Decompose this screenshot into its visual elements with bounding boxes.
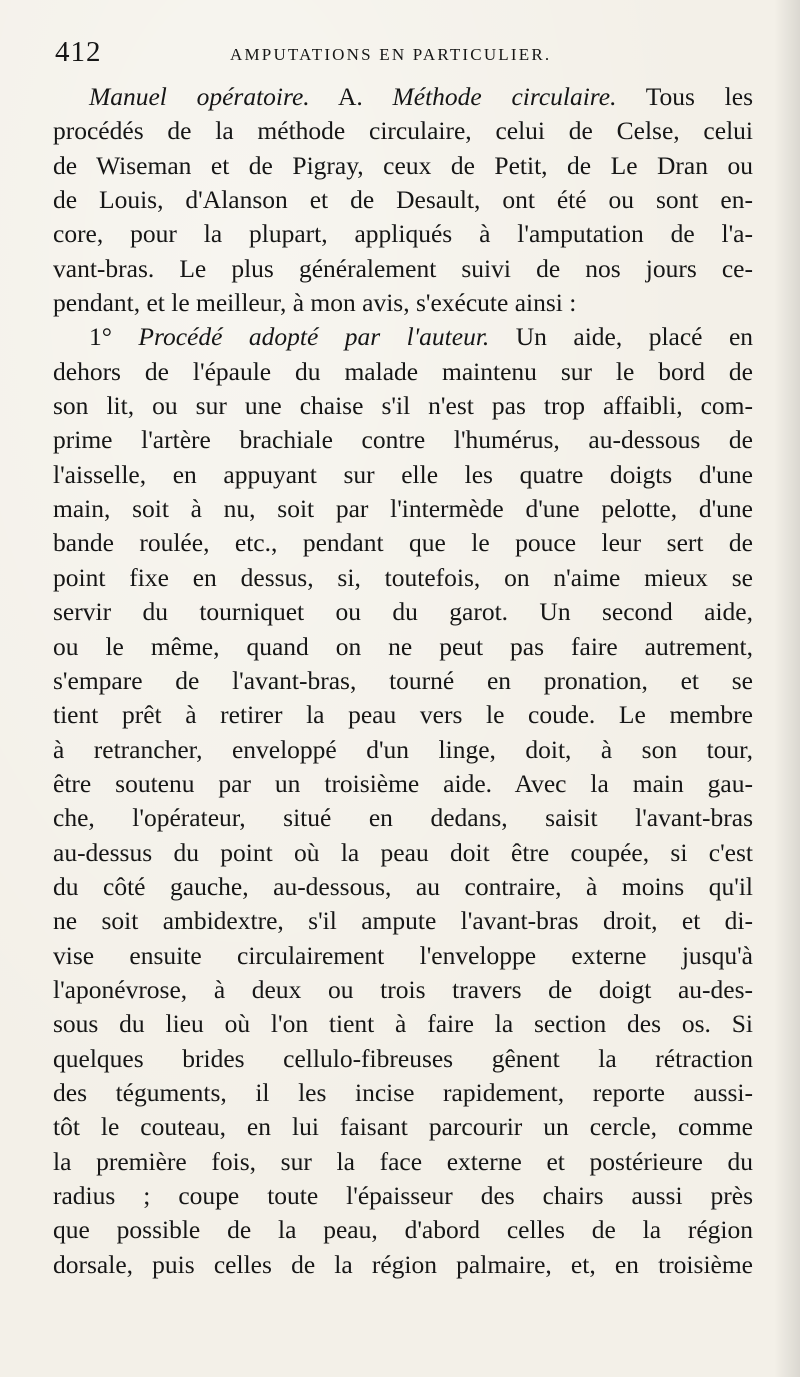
text-line: que possible de la peau, d'abord celles de la région [53, 1215, 753, 1245]
text-line: prime l'artère brachiale contre l'humérus, au-dessous de [53, 425, 753, 455]
page-number: 412 [55, 36, 102, 68]
text-line: radius ; coupe toute l'épaisseur des chairs aussi près [53, 1181, 753, 1210]
text-line: être soutenu par un troisième aide. Avec la main gau- [53, 768, 753, 798]
paragraph1-line-1 [53, 80, 753, 114]
text-line: ou le même, quand on ne peut pas faire autrement, [53, 631, 753, 661]
text-line: procédés de la méthode circulaire, celui de Celse, celui [53, 116, 753, 146]
text-line: tient prêt à retirer la peau vers le coude. Le membre [53, 700, 753, 730]
text-line: dehors de l'épaule du malade maintenu sur le bord de [53, 356, 753, 386]
text-line: core, pour la plupart, appliqués à l'amputation de l'a- [53, 219, 753, 249]
lead-italic-manuel: Manuel opératoire. [89, 82, 310, 111]
text-line: tôt le couteau, en lui faisant parcourir un cercle, comme [53, 1112, 753, 1142]
body-text [53, 80, 753, 1282]
text-line: l'aisselle, en appuyant sur elle les quatre doigts d'une [53, 459, 753, 489]
text-line: l'aponévrose, à deux ou trois travers de doigt au-des- [53, 974, 753, 1004]
text-line: des téguments, il les incise rapidement, reporte aussi- [53, 1077, 753, 1107]
text-line: du côté gauche, au-dessous, au contraire, à moins qu'il [53, 871, 753, 901]
text-line: la première fois, sur la face externe et postérieure du [53, 1146, 753, 1176]
text-line: s'empare de l'avant-bras, tourné en pronation, et se [53, 665, 753, 695]
text-line: bande roulée, etc., pendant que le pouce leur sert de [53, 528, 753, 558]
procedure-number: 1° [89, 322, 112, 352]
text-line: point fixe en dessus, si, toutefois, on n'aime mieux se [53, 562, 753, 592]
text-line: pendant, et le meilleur, à mon avis, s'exécute ainsi : [53, 288, 577, 318]
line-text: Un aide, placé en [515, 322, 754, 352]
paragraph2-line-1 [53, 320, 753, 354]
text-line: son lit, ou sur une chaise s'il n'est pas trop affaibli, com- [53, 391, 753, 421]
text-line: à retrancher, enveloppé d'un linge, doit, à son tour, [53, 734, 753, 764]
text-line: che, l'opérateur, situé en dedans, saisit l'avant-bras [53, 803, 753, 833]
section-letter: A. [338, 82, 363, 111]
text-line: de Louis, d'Alanson et de Desault, ont été ou sont en- [53, 185, 753, 215]
text-line: sous du lieu où l'on tient à faire la section des os. Si [53, 1009, 753, 1039]
lead-italic-procede: Procédé adopté par l'auteur. [138, 322, 490, 352]
text-line: au-dessus du point où la peau doit être coupée, si c'est [53, 837, 753, 867]
text-line: quelques brides cellulo-fibreuses gênent la rétraction [53, 1043, 753, 1073]
text-line: vise ensuite circulairement l'enveloppe externe jusqu'à [53, 940, 753, 970]
line-text: Tous les [645, 82, 754, 111]
text-line: main, soit à nu, soit par l'intermède d'une pelotte, d'une [53, 494, 753, 524]
lead-italic-methode: Méthode circulaire. [392, 82, 617, 111]
running-head [55, 36, 755, 76]
text-line: dorsale, puis celles de la région palmaire, et, en troisième [53, 1249, 753, 1279]
text-line: vant-bras. Le plus généralement suivi de nos jours ce- [53, 253, 753, 283]
text-line: servir du tourniquet ou du garot. Un second aide, [53, 597, 753, 627]
text-line: de Wiseman et de Pigray, ceux de Petit, de Le Dran ou [53, 150, 753, 180]
text-line: ne soit ambidextre, s'il ampute l'avant-bras droit, et di- [53, 906, 753, 936]
running-title: AMPUTATIONS EN PARTICULIER. [230, 45, 552, 64]
page-edge-shadow [774, 0, 800, 1377]
